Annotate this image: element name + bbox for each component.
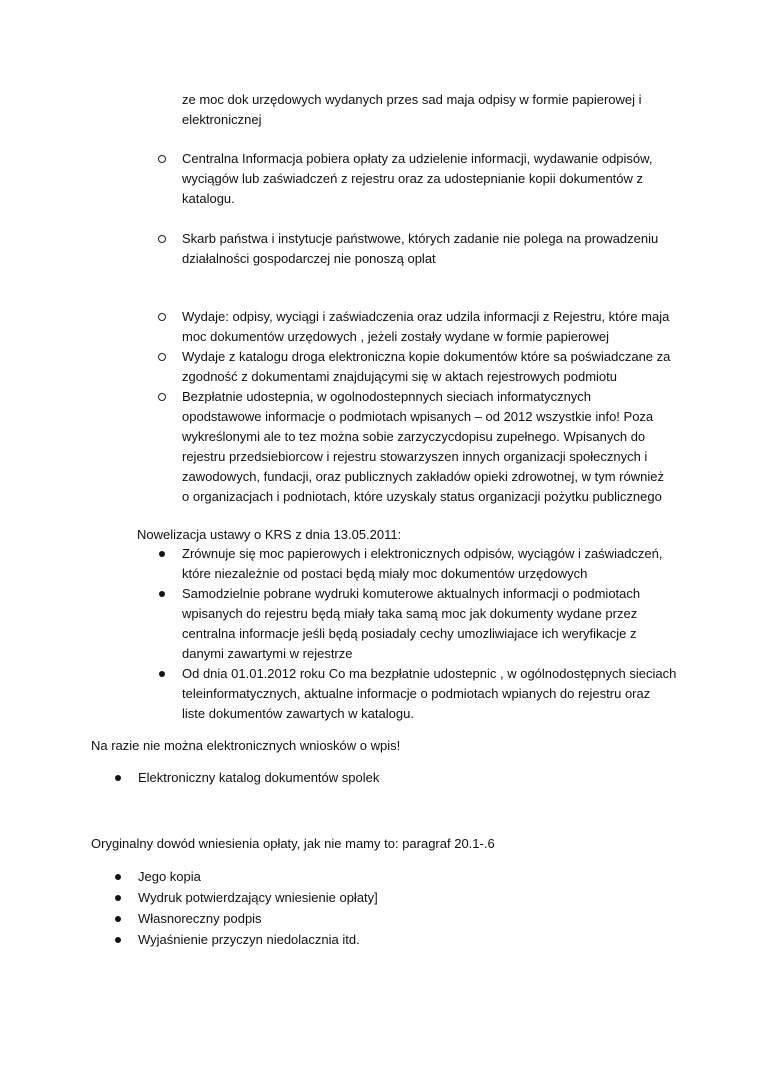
list-item <box>182 664 676 724</box>
text-line: rejestru przedsiebiorcow i rejestru stowarzyszen innych organizacji społecznych i <box>182 449 648 464</box>
text-line: centralna informacje jeśli będą posiadaly cechy umozliwiajace ich weryfikacje z <box>182 626 637 641</box>
text-line: Elektroniczny katalog dokumentów spolek <box>138 770 380 785</box>
text-line: Skarb państwa i instytucje państwowe, których zadanie nie polega na prowadzeniu <box>182 231 659 246</box>
text-line: katalogu. <box>182 191 235 206</box>
text-line: Zrównuje się moc papierowych i elektronicznych odpisów, wyciągów i zaświadczeń, <box>182 546 663 561</box>
bullet-icon <box>115 916 121 922</box>
bullet-icon <box>115 895 121 901</box>
text-line: Samodzielnie pobrane wydruki komuterowe aktualnych informacji o podmiotach <box>182 586 641 601</box>
list-item <box>182 149 652 209</box>
text-line: Na razie nie można elektronicznych wniosków o wpis! <box>91 738 401 753</box>
text-line: ze moc dok urzędowych wydanych przes sad maja odpisy w formie papierowej i <box>182 92 642 107</box>
section-heading <box>137 525 401 545</box>
text-line: wykreślonymi ale to tez można sobie zarzyczycdopisu zupełnego. Wpisanych do <box>182 429 646 444</box>
list-item <box>138 867 201 887</box>
text-line: Centralna Informacja pobiera opłaty za udzielenie informacji, wydawanie odpisów, <box>182 151 653 166</box>
text-line: moc dokumentów urzędowych , jeżeli zostały wydane w formie papierowej <box>182 329 610 344</box>
bullet-icon <box>159 671 165 677</box>
text-line: zgodność z dokumentami znajdującymi się w aktach rejestrowych podmiotu <box>182 369 617 384</box>
text-line: opodstawowe informacje o podmiotach wpisanych – od 2012 wszystkie info! Poza <box>182 409 654 424</box>
list-item <box>138 888 378 908</box>
circle-bullet-icon <box>158 155 166 163</box>
list-item <box>182 544 663 584</box>
text-line: Od dnia 01.01.2012 roku Co ma bezpłatnie udostepnic , w ogólnodostępnych sieciach <box>182 666 677 681</box>
text-line: działalności gospodarczej nie ponoszą oplat <box>182 251 436 266</box>
text-line: Wydaje: odpisy, wyciągi i zaświadczenia oraz udzila informacji z Rejestru, które maja <box>182 309 670 324</box>
paragraph <box>91 834 495 854</box>
list-item <box>138 909 262 929</box>
text-line: o organizacjach i podniotach, które uzyskaly status organizacji pożytku publicznego <box>182 489 662 504</box>
text-line: elektronicznej <box>182 112 262 127</box>
text-line: zawodowych, fundacji, oraz publicznych zakładów opieki zdrowotnej, w tym również <box>182 469 664 484</box>
text-line: Wydruk potwierdzający wniesienie opłaty] <box>138 890 378 905</box>
text-line: liste dokumentów zawartych w katalogu. <box>182 706 414 721</box>
heading-text: Nowelizacja ustawy o KRS z dnia 13.05.2011: <box>137 527 402 542</box>
circle-bullet-icon <box>158 353 166 361</box>
paragraph <box>91 736 400 756</box>
bullet-icon <box>115 874 121 880</box>
circle-bullet-icon <box>158 393 166 401</box>
text-line: Bezpłatnie udostepnia, w ogolnodostepnnych sieciach informatycznych <box>182 389 592 404</box>
circle-bullet-icon <box>158 313 166 321</box>
list-item <box>182 387 664 507</box>
text-line: Wydaje z katalogu droga elektroniczna kopie dokumentów które sa poświadczane za <box>182 349 671 364</box>
text-line: Wyjaśnienie przyczyn niedolacznia itd. <box>138 932 360 947</box>
text-line: teleinformatycznych, aktualne informacje o podmiotach wpianych do rejestru oraz <box>182 686 651 701</box>
bullet-icon <box>115 937 121 943</box>
list-item <box>138 768 379 788</box>
text-line: Jego kopia <box>138 869 201 884</box>
bullet-icon <box>159 551 165 557</box>
list-item <box>182 307 669 347</box>
bullet-icon <box>159 591 165 597</box>
text-line: wyciągów lub zaświadczeń z rejestru oraz za udostepnianie kopii dokumentów z <box>182 171 644 186</box>
list-item <box>138 930 360 950</box>
text-line: danymi zawartymi w rejestrze <box>182 646 353 661</box>
continuation-paragraph <box>182 90 642 130</box>
list-item <box>182 584 640 664</box>
text-line: wpisanych do rejestru będą miały taka samą moc jak dokumenty wydane przez <box>182 606 638 621</box>
text-line: które niezależnie od postaci będą miały moc dokumentów urzędowych <box>182 566 588 581</box>
text-line: Własnoreczny podpis <box>138 911 262 926</box>
bullet-icon <box>115 775 121 781</box>
circle-bullet-icon <box>158 235 166 243</box>
text-line: Oryginalny dowód wniesienia opłaty, jak nie mamy to: paragraf 20.1-.6 <box>91 836 495 851</box>
list-item <box>182 347 670 387</box>
list-item <box>182 229 658 269</box>
